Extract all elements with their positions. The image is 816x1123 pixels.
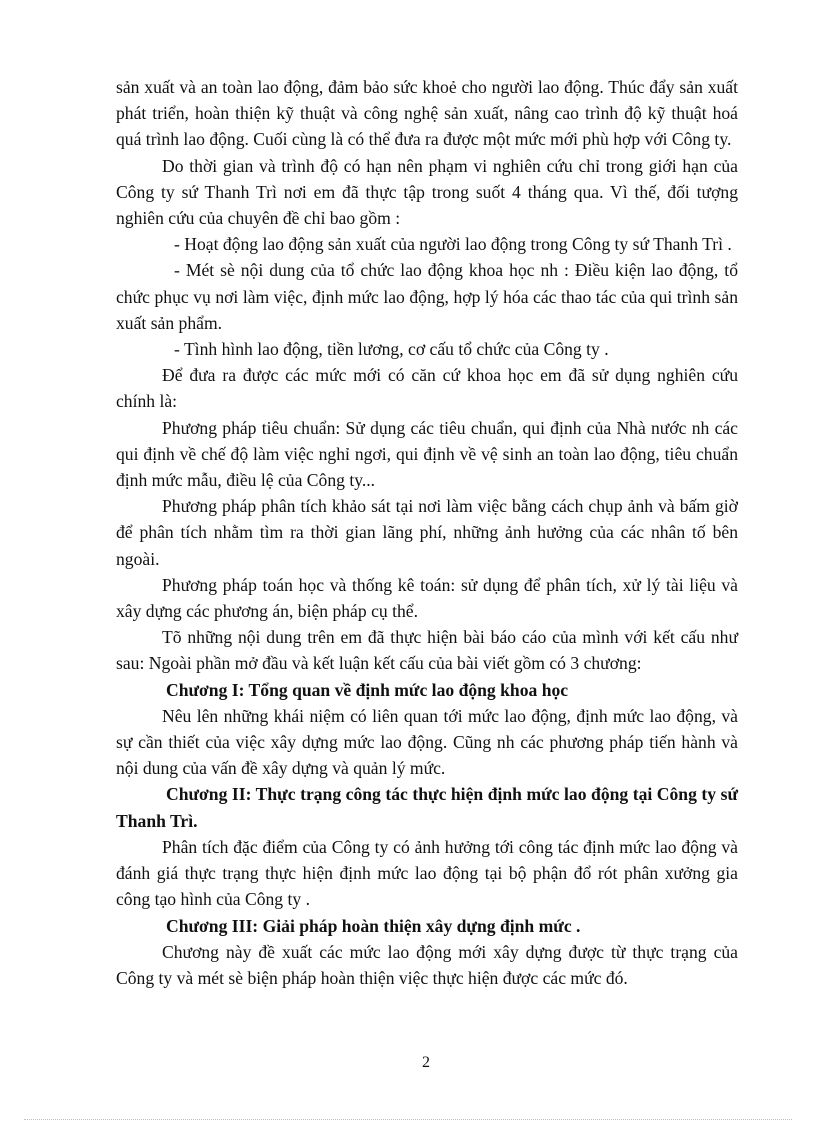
paragraph-methods-intro: Để đưa ra được các mức mới có căn cứ khoa học em đã sử dụng nghiên cứu chính là:	[116, 365, 738, 412]
paragraph-scope: Do thời gian và trình độ có hạn nên phạm vi nghiên cứu chỉ trong giới hạn của Công ty sứ Thanh Trì nơi em đã thực tập trong suốt 4 tháng qua. Vì thế, đối tượng nghiên cứu của chuyên đề chỉ bao gồm :	[116, 155, 738, 229]
chapter-3-heading: Chương III: Giải pháp hoàn thiện xây dựng định mức .	[166, 915, 581, 936]
paragraph-method-statistics: Phương pháp toán học và thống kê toán: sử dụng để phân tích, xử lý tài liệu và xây dựng các phương án, biện pháp cụ thể.	[116, 574, 738, 622]
page-bottom-divider	[24, 1119, 792, 1120]
paragraph-method-survey: Phương pháp phân tích khảo sát tại nơi làm việc bằng cách chụp ảnh và bấm giờ để phân tích nhằm tìm ra thời gian lãng phí, những ảnh hưởng của các nhân tố bên ngoài.	[116, 496, 738, 569]
paragraph-intro-continuation: sản xuất và an toàn lao động, đảm bảo sức khoẻ cho người lao động. Thúc đẩy sản xuất phát triển, hoàn thiện kỹ thuật và công nghệ sản xuất, nâng cao trình độ kỹ thuật hoá quá trình lao động. Cuối cùng là có thể đưa ra được một mức mới phù hợp với Công ty.	[116, 77, 738, 150]
chapter-2-heading: Chương II: Thực trạng công tác thực hiện định mức lao động tại Công ty sứ Thanh Trì.	[116, 784, 738, 831]
chapter-1-heading: Chương I: Tổng quan về định mức lao động khoa học	[166, 679, 569, 700]
list-item-scope-1: - Hoạt động lao động sản xuất của người lao động trong Công ty sứ Thanh Trì .	[174, 234, 732, 255]
list-item-scope-2: - Mét sè nội dung của tổ chức lao động khoa học nh : Điều kiện lao động, tổ chức phục vụ nơi làm việc, định mức lao động, hợp lý hóa các thao tác của qui trình sản xuất sản phẩm.	[116, 260, 738, 333]
chapter-1-summary: Nêu lên những khái niệm có liên quan tới mức lao động, định mức lao động, và sự cần thiết của việc xây dựng mức lao động. Cũng nh các phương pháp tiến hành và nội dung của vấn đề xây dựng và quản lý mức.	[116, 705, 738, 779]
page-number: 2	[422, 1054, 430, 1071]
paragraph-structure: Tõ những nội dung trên em đã thực hiện bài báo cáo của mình với kết cấu như sau: Ngoài phần mở đầu và kết luận kết cấu của bài viết gồm có 3 chương:	[116, 627, 738, 674]
list-item-scope-3: - Tình hình lao động, tiền lương, cơ cấu tổ chức của Công ty .	[174, 339, 609, 360]
chapter-3-summary: Chương này đề xuất các mức lao động mới xây dựng được từ thực trạng của Công ty và mét sè biện pháp hoàn thiện việc thực hiện được các mức đó.	[116, 941, 738, 988]
page-body	[116, 74, 738, 991]
paragraph-method-standards: Phương pháp tiêu chuẩn: Sử dụng các tiêu chuẩn, qui định của Nhà nước nh các qui định về chế độ làm việc nghỉ ngơi, qui định về vệ sinh an toàn lao động, tiêu chuẩn định mức mẫu, điều lệ của Công ty...	[116, 417, 738, 491]
chapter-2-summary: Phân tích đặc điểm của Công ty có ảnh hưởng tới công tác định mức lao động và đánh giá thực trạng thực hiện định mức lao động tại bộ phận đổ rót phân xưởng gia công tạo hình của Công ty .	[116, 836, 738, 910]
